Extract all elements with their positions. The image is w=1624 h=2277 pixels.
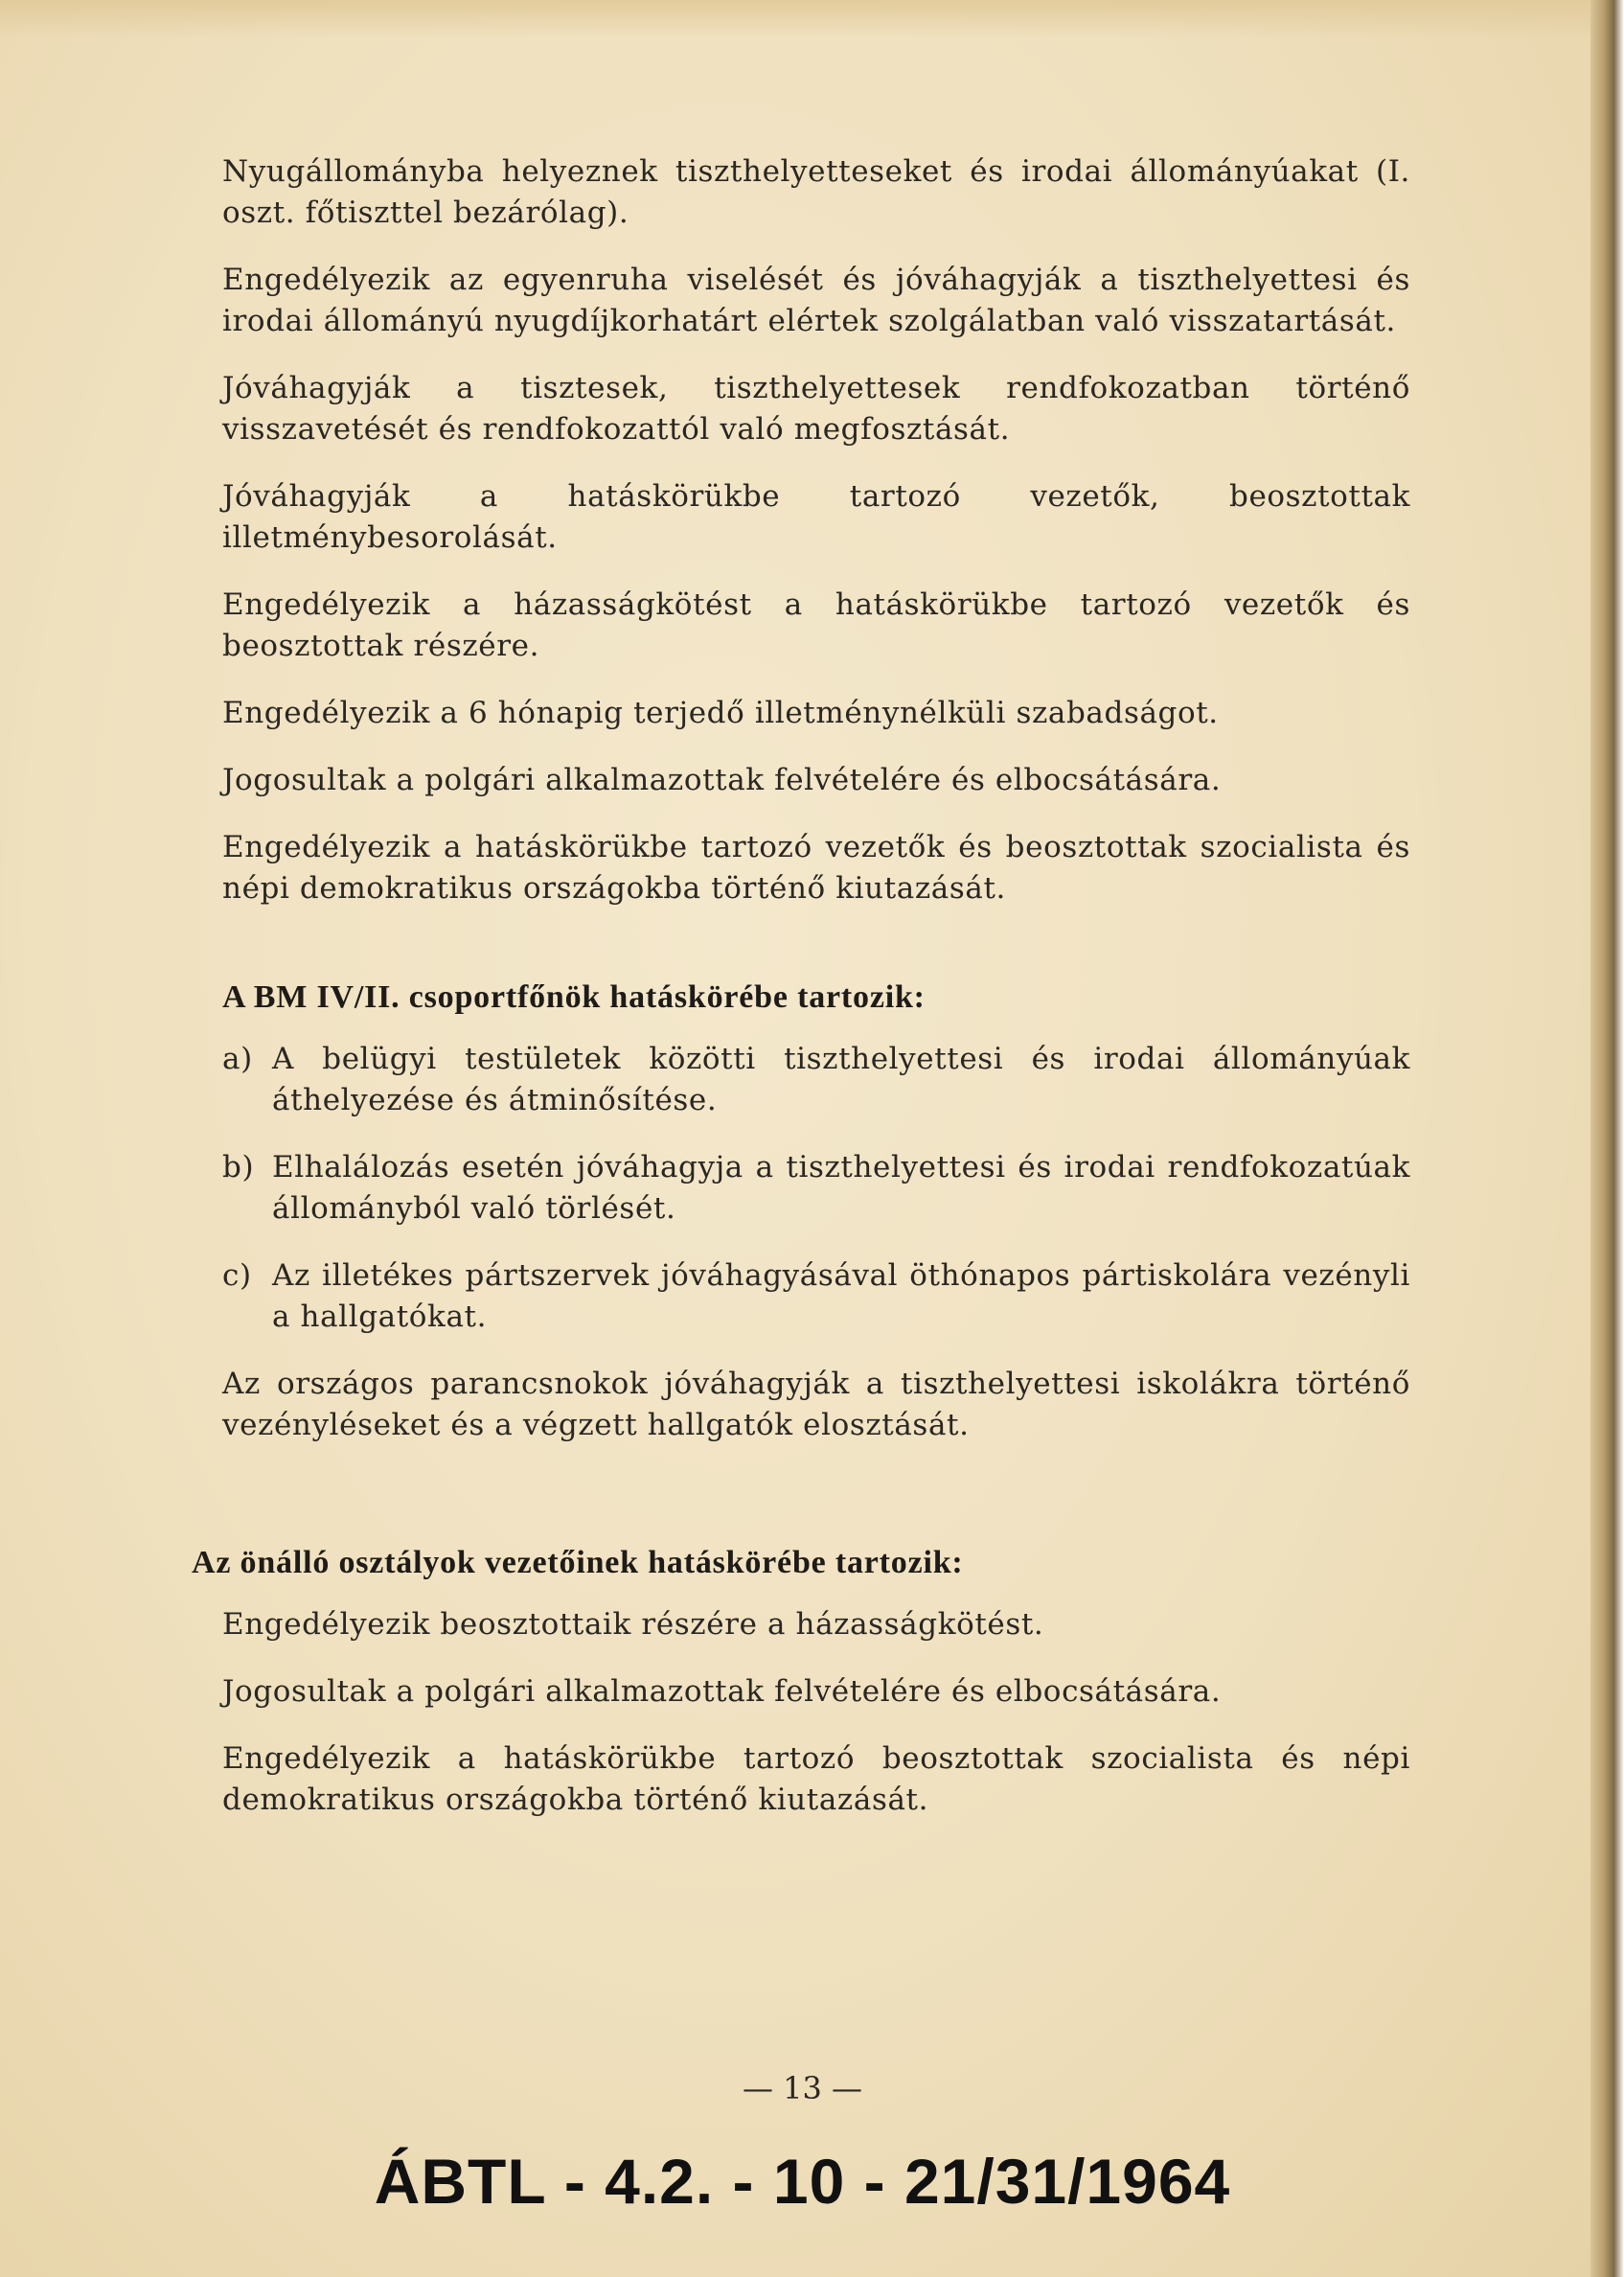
list-item — [222, 1039, 1410, 1121]
section-heading-bm: A BM IV/II. csoportfőnök hatáskörébe tartozik: — [222, 979, 926, 1015]
list-item — [222, 1147, 1410, 1230]
list-item-text: Az illetékes pártszervek jóváhagyásával öthónapos pártiskolára vezényli a hallgatókat. — [272, 1258, 1410, 1334]
page-number: — 13 — — [742, 2070, 863, 2106]
page-edge-shadow — [1590, 0, 1624, 2277]
list-item-letter: a) — [222, 1042, 253, 1076]
list-item-text: Elhalálozás esetén jóváhagyja a tiszthelyettesi és irodai rendfokozatúak állományból való törlését. — [272, 1150, 1410, 1226]
paragraph: Engedélyezik az egyenruha viselését és jóváhagyják a tiszthelyettesi és irodai állományú nyugdíjkorhatárt elértek szolgálatban való visszatartását. — [222, 263, 1410, 338]
paragraph: Engedélyezik a házasságkötést a hatáskörükbe tartozó vezetők és beosztottak részére. — [222, 587, 1410, 663]
paragraph: Jóváhagyják a tisztesek, tiszthelyettesek rendfokozatban történő visszavetését és rendfokozattól való megfosztását. — [222, 371, 1410, 447]
section-heading-onallo: Az önálló osztályok vezetőinek hatáskörébe tartozik: — [192, 1545, 964, 1580]
paper-shading — [0, 0, 1605, 38]
paragraph: Jogosultak a polgári alkalmazottak felvételére és elbocsátására. — [222, 1674, 1222, 1709]
page-body — [192, 151, 1410, 1847]
list-item-letter: b) — [222, 1150, 255, 1184]
paragraph: Engedélyezik a hatáskörükbe tartozó beosztottak szocialista és népi demokratikus országokba történő kiutazását. — [222, 1741, 1410, 1817]
paragraph: Jogosultak a polgári alkalmazottak felvételére és elbocsátására. — [222, 763, 1222, 797]
paragraph: Nyugállományba helyeznek tiszthelyetteseket és irodai állományúakat (I. oszt. főtiszttel bezárólag). — [222, 154, 1410, 230]
list-item-letter: c) — [222, 1258, 252, 1293]
paragraph: Engedélyezik a 6 hónapig terjedő illetménynélküli szabadságot. — [222, 696, 1219, 730]
paragraph: Jóváhagyják a hatáskörükbe tartozó vezetők, beosztottak illetménybesorolását. — [222, 479, 1410, 555]
paragraph: Engedélyezik a hatáskörükbe tartozó vezetők és beosztottak szocialista és népi demokratikus országokba történő kiutazását. — [222, 830, 1410, 906]
paragraph: Az országos parancsnokok jóváhagyják a tiszthelyettesi iskolákra történő vezényléseket és a végzett hallgatók elosztását. — [222, 1367, 1410, 1442]
archive-reference-stamp: ÁBTL - 4.2. - 10 - 21/31/1964 — [374, 2146, 1231, 2217]
paragraph: Engedélyezik beosztottaik részére a házasságkötést. — [222, 1607, 1044, 1642]
list-item — [222, 1255, 1410, 1338]
list-item-text: A belügyi testületek közötti tiszthelyettesi és irodai állományúak áthelyezése és átminősítése. — [272, 1042, 1410, 1117]
